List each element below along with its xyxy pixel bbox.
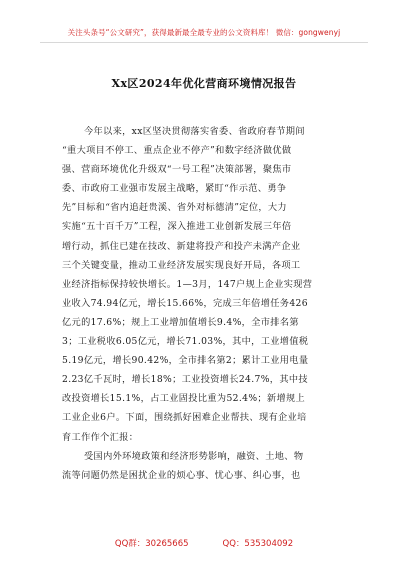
body-line: 3；工业税收6.05亿元，增长71.03%，其中，工业增值税	[62, 336, 309, 348]
body-line: 业收入74.94亿元，增长15.66%，完成三年倍增任务426	[62, 297, 308, 309]
header-divider	[40, 42, 368, 43]
body-line: 三个关键变量，推动工业经济发展实现良好开局，各项工	[62, 259, 301, 271]
body-line: 增行动，抓住已建在技改、新建将投产和投产未满产企业	[62, 240, 301, 252]
body-line: 实施“五十百千万”工程，深入推进工业创新发展三年倍	[62, 221, 292, 233]
document-body	[62, 122, 356, 485]
body-line: 流等问题仍然是困扰企业的烦心事、忧心事、纠心事，也	[62, 469, 301, 481]
body-line: 5.19亿元，增长90.42%，全市排名第2；累计工业用电量	[62, 355, 309, 367]
footer-contact	[0, 537, 408, 549]
body-line: 强、营商环境优化升级双“一号工程”决策部署，聚焦市	[62, 164, 292, 176]
body-line: 受国内外环境政策和经济形势影响，融资、土地、物	[84, 450, 304, 462]
footer-qq-number: QQ：535304092	[222, 539, 294, 549]
header-promo-note: 关注头条号“公文研究”，获得最新最全最专业的公文资料库！ 微信：gongwenyj	[67, 28, 341, 37]
body-line: 先”目标和“省内追赶贵溪、省外对标德清”定位，大力	[62, 202, 287, 214]
body-line: 今年以来，xx区坚决贯彻落实省委、省政府春节期间	[84, 126, 305, 137]
body-line: 工业企业6户。下面，围绕抓好困难企业帮扶、现有企业培	[62, 412, 307, 424]
footer-qq-group: QQ群：30265665	[114, 539, 189, 549]
body-line: 改投资增长15.1%，占工业固投比重为52.4%；新增规上	[62, 393, 306, 405]
body-line: 育工作作个汇报：	[62, 431, 139, 443]
body-line: 亿元的17.6%；规上工业增加值增长9.4%，全市排名第	[62, 316, 299, 328]
body-line: 2.23亿千瓦时，增长18%；工业投资增长24.7%，其中技	[62, 374, 308, 386]
document-title: Xx区2024年优化营商环境情况报告	[111, 77, 297, 90]
body-line: 委、市政府工业强市发展主战略，紧盯“作示范、勇争	[62, 183, 287, 195]
body-line: 业经济指标保持较快增长。1—3月，147户规上企业实现营	[62, 278, 313, 290]
body-line: “重大项目不停工、重点企业不停产”和数字经济做优做	[62, 145, 292, 157]
